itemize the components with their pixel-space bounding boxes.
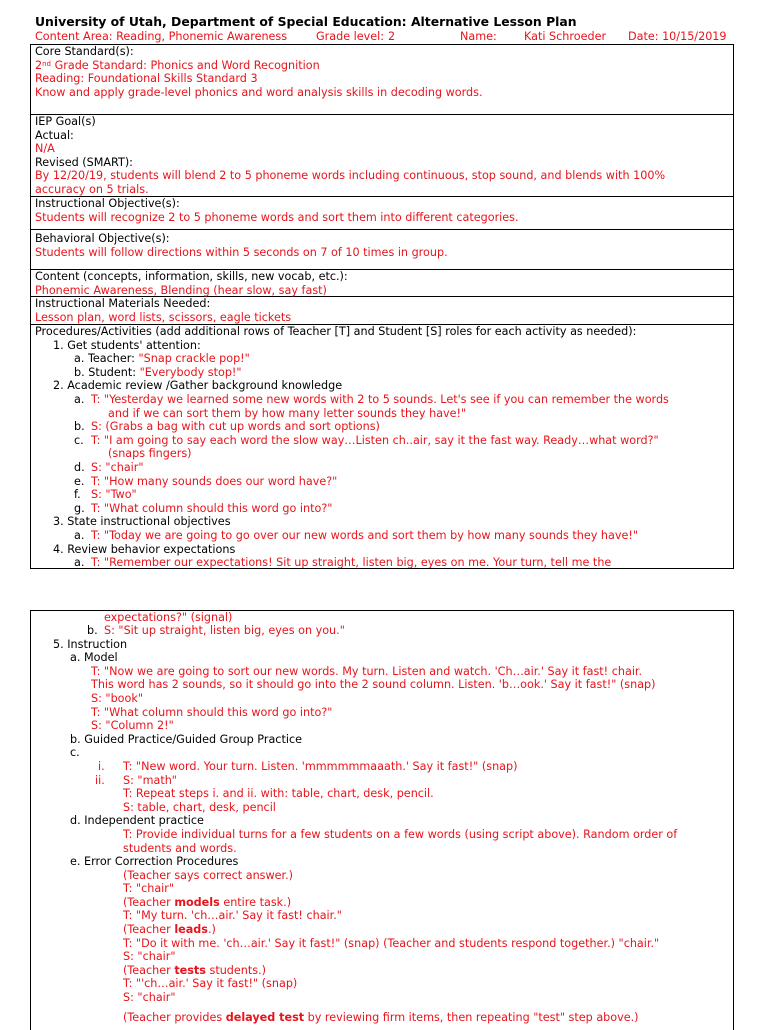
error-line-7: S: "chair" [123,950,176,964]
content-area: Content Area: Reading, Phonemic Awareness [35,30,288,43]
step-3a: a. T: "Today we are going to go over our new words and sort them by how many sounds they have!" [74,528,639,542]
core-standard-line-3: Know and apply grade-level phonics and word analysis skills in decoding words. [35,85,483,99]
iep-goals-cell [31,115,733,197]
step-5d: d. Independent practice [70,814,204,828]
error-line-6: T: "Do it with me. 'ch…air.' Say it fast!" (snap) (Teacher and students respond together.) "chair." [123,936,660,950]
iep-revised-line-2: accuracy on 5 trials. [35,182,149,196]
step-3: 3. State instructional objectives [53,515,231,529]
error-line-3: (Teacher models entire task.) [123,895,292,909]
error-line-4: T: "My turn. 'ch…air.' Say it fast! chair." [123,909,342,923]
step-2a: a. T: "Yesterday we learned some new words with 2 to 5 sounds. Let's see if you can remember the words [74,392,669,406]
lesson-plan-table-page-2 [30,610,734,1030]
error-line-2: T: "chair" [123,882,175,896]
core-standards-label: Core Standard(s): [35,45,134,58]
step-4: 4. Review behavior expectations [53,542,236,556]
step-2f: f. S: "Two" [74,488,137,502]
behavioral-objectives-label: Behavioral Objective(s): [35,232,170,245]
behavioral-objectives-text: Students will follow directions within 5 seconds on 7 of 10 times in group. [35,245,448,259]
step-4a: a. T: "Remember our expectations! Sit up straight, listen big, eyes on me. Your turn, tell me the [74,556,612,568]
step-4a-cont: expectations?" (signal) [104,611,233,624]
step-5e: e. Error Correction Procedures [70,855,239,869]
iep-actual-value: N/A [35,142,55,156]
materials-cell [31,297,733,325]
header-info-bar [35,30,735,44]
step-5d-line-2: students and words. [123,841,237,855]
error-line-5: (Teacher leads.) [123,923,216,937]
step-2: 2. Academic review /Gather background knowledge [53,379,343,393]
date: Date: 10/15/2019 [628,30,727,43]
lesson-plan-table-page-1 [30,44,734,569]
iep-revised-line-1: By 12/20/19, students will blend 2 to 5 phoneme words including continuous, stop sound, and blends with 100% [35,169,666,183]
step-1b: b. Student: "Everybody stop!" [74,365,242,379]
instructional-objectives-text: Students will recognize 2 to 5 phoneme words and sort them into different categories. [35,210,519,224]
materials-text: Lesson plan, word lists, scissors, eagle tickets [35,310,292,324]
name-label: Name: [460,30,497,43]
error-line-8: (Teacher tests students.) [123,963,267,977]
grade-level-label: Grade level: [316,30,385,43]
step-2e: e. T: "How many sounds does our word have?" [74,474,338,488]
iep-goals-label: IEP Goal(s) [35,115,96,128]
core-standards-cell [31,45,733,115]
error-line-1: (Teacher says correct answer.) [123,868,294,882]
step-2d: d. S: "chair" [74,460,144,474]
step-2b: b. S: (Grabs a bag with cut up words and sort options) [74,420,380,434]
iep-actual-label: Actual: [35,128,74,142]
step-5c-line-3: T: Repeat steps i. and ii. with: table, chart, desk, pencil. [123,787,434,801]
content-text: Phonemic Awareness, Blending (hear slow, say fast) [35,283,327,297]
error-line-9: T: "'ch…air.' Say it fast!" (snap) [123,977,298,991]
document-title: University of Utah, Department of Special Education: Alternative Lesson Plan [35,14,577,29]
step-5: 5. Instruction [53,637,128,651]
step-2c-cont: (snaps fingers) [108,447,192,461]
materials-label: Instructional Materials Needed: [35,297,211,310]
step-2a-cont: and if we can sort them by how many letter sounds they have!" [108,406,467,420]
step-5c-line-4: S: table, chart, desk, pencil [123,800,276,814]
instructional-objectives-cell [31,197,733,230]
error-line-10: S: "chair" [123,991,176,1005]
procedures-label: Procedures/Activities (add additional rows of Teacher [T] and Student [S] roles for each activity as needed): [35,325,637,338]
step-5a-line-3: S: "book" [91,691,143,705]
procedures-cell [31,325,733,568]
step-5a-line-1: T: "Now we are going to sort our new words. My turn. Listen and watch. 'Ch…air.' Say it fast! chair. [91,664,643,678]
step-1a: a. Teacher: "Snap crackle pop!" [74,352,250,366]
core-standard-line-1: 2nd Grade Standard: Phonics and Word Recognition [35,58,320,72]
step-5a-line-5: S: "Column 2!" [91,719,174,733]
step-5c: c. [70,746,80,760]
procedures-continued [31,611,733,1024]
step-1: 1. Get students' attention: [53,338,201,352]
iep-revised-label: Revised (SMART): [35,155,133,169]
content-cell [31,270,733,297]
error-line-11: (Teacher provides delayed test by reviewing firm items, then repeating "test" step above.) [123,1010,639,1024]
step-5a-line-2: This word has 2 sounds, so it should go into the 2 sound column. Listen. 'b…ook.' Say it fast!" (snap) [91,678,656,692]
instructional-objectives-label: Instructional Objective(s): [35,197,180,210]
step-4b: b. S: "Sit up straight, listen big, eyes on you." [87,624,345,637]
step-5a: a. Model [70,651,118,665]
grade-level-value: 2 [388,30,396,43]
core-standard-line-2: Reading: Foundational Skills Standard 3 [35,72,258,86]
step-5a-line-4: T: "What column should this word go into?" [91,705,333,719]
step-2g: g. T: "What column should this word go into?" [74,501,333,515]
step-5d-line-1: T: Provide individual turns for a few students on a few words (using script above). Random order of [123,827,678,841]
name-value: Kati Schroeder [524,30,607,43]
step-5c-ii: ii. S: "math" [95,773,177,787]
content-label: Content (concepts, information, skills, new vocab, etc.): [35,270,348,283]
step-2c: c. T: "I am going to say each word the slow way…Listen ch..air, say it the fast way. Ready…what word?" [74,433,659,447]
behavioral-objectives-cell [31,230,733,270]
step-5c-i: i. T: "New word. Your turn. Listen. 'mmmmmmaaath.' Say it fast!" (snap) [98,759,518,773]
step-5b: b. Guided Practice/Guided Group Practice [70,732,302,746]
